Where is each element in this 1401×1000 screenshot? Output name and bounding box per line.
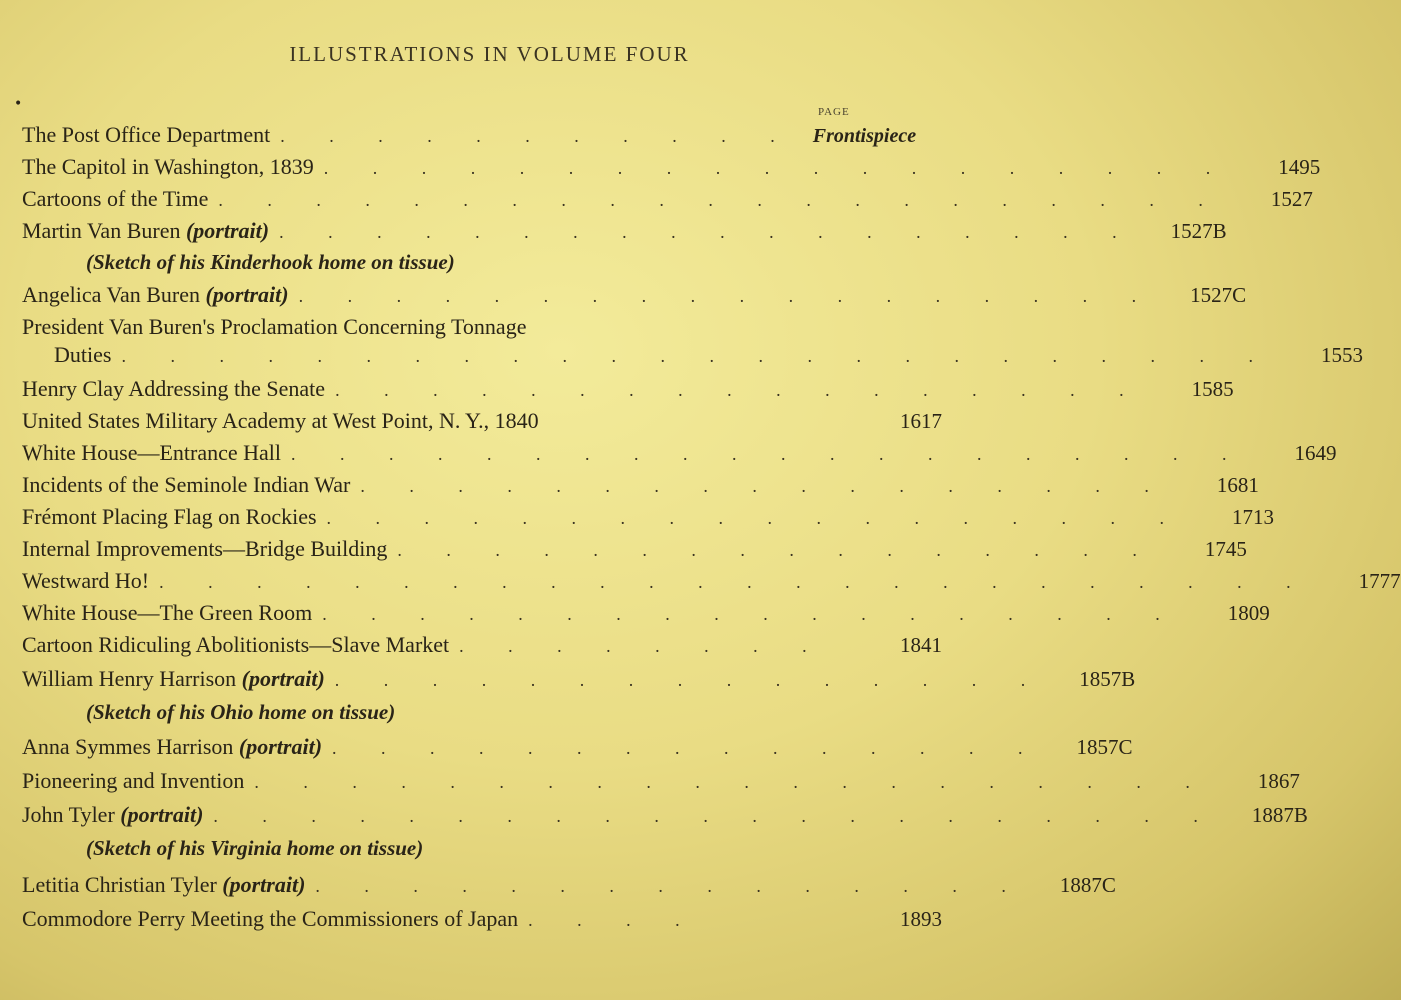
list-item bbox=[22, 218, 1227, 250]
list-item bbox=[22, 472, 1259, 504]
list-item bbox=[22, 906, 942, 938]
leader-dots: . . . . . . . . . . . . . . . . . . . . . . . . bbox=[159, 572, 1311, 592]
list-item bbox=[22, 154, 1321, 186]
entry-page: 1527B bbox=[1170, 219, 1227, 243]
list-item bbox=[22, 632, 942, 664]
entry-title: White House—Entrance Hall bbox=[22, 440, 282, 465]
leader-dots: . . . . . . . . . . . . . . . . . . bbox=[298, 286, 1157, 306]
entry-page: 1745 bbox=[1204, 537, 1247, 561]
entry-tag: (portrait) bbox=[120, 802, 204, 827]
entry-page: 1809 bbox=[1227, 601, 1270, 625]
entry-page: 1585 bbox=[1191, 377, 1234, 401]
entry-page: 1887B bbox=[1251, 803, 1308, 827]
leader-dots: . . . . . . . . . . . . . . . . . bbox=[360, 476, 1169, 496]
list-item bbox=[22, 122, 942, 154]
entry-page: 1841 bbox=[900, 633, 942, 657]
entry-title: The Post Office Department bbox=[22, 122, 271, 147]
frontispiece-label: Frontispiece bbox=[812, 125, 917, 147]
leader-dots: . . . . . . . . . . . . . . . . . . bbox=[326, 508, 1185, 528]
list-item bbox=[22, 282, 1247, 314]
list-item bbox=[22, 536, 1247, 568]
entry-page: 1553 bbox=[1320, 343, 1363, 367]
list-item bbox=[22, 186, 1313, 218]
leader-dots: . . . . . . . . . . . . . . . bbox=[332, 738, 1043, 758]
leader-dots: . . . . . . . . . . . . . . . . . . bbox=[322, 604, 1180, 624]
page-column-label: PAGE bbox=[818, 106, 850, 118]
leader-dots: . . . . . . . . . . . . . . . . bbox=[397, 540, 1157, 560]
entry-tag: (portrait) bbox=[205, 282, 289, 307]
entry-title: Anna Symmes Harrison bbox=[22, 734, 234, 759]
entry-page: 1857C bbox=[1076, 735, 1133, 759]
entry-page: 1777 bbox=[1358, 569, 1401, 593]
entry-title: Pioneering and Invention bbox=[22, 768, 245, 793]
entry-note: (Sketch of his Virginia home on tissue) bbox=[86, 836, 424, 860]
entry-title: The Capitol in Washington, 1839 bbox=[22, 154, 314, 179]
entry-page: 1617 bbox=[900, 409, 942, 433]
entry-title: Martin Van Buren bbox=[22, 218, 181, 243]
entry-tag: (portrait) bbox=[222, 872, 306, 897]
entry-title: Frémont Placing Flag on Rockies bbox=[22, 504, 317, 529]
entry-title: United States Military Academy at West Point, N. Y., 1840 bbox=[22, 408, 539, 433]
entry-title: Incidents of the Seminole Indian War bbox=[22, 472, 351, 497]
leader-dots: . . . . . . . . . . . . . . . bbox=[315, 876, 1026, 896]
page-heading: ILLUSTRATIONS IN VOLUME FOUR bbox=[289, 42, 690, 66]
list-item bbox=[22, 872, 1116, 904]
leader-dots: . . . . . . . . bbox=[459, 636, 827, 656]
entry-title: John Tyler bbox=[22, 802, 115, 827]
entry-page: 1527 bbox=[1270, 187, 1313, 211]
list-item bbox=[22, 408, 942, 440]
leader-dots: . . . . . . . . . . . . . . . bbox=[334, 670, 1046, 690]
entry-title: President Van Buren's Proclamation Concerning Tonnage bbox=[22, 314, 527, 339]
entry-title: Internal Improvements—Bridge Building bbox=[22, 536, 388, 561]
list-item bbox=[22, 440, 1337, 472]
leader-dots: . . . . . . . . . . . bbox=[280, 126, 795, 146]
leader-dots: . . . . bbox=[528, 910, 700, 930]
entry-title: Henry Clay Addressing the Senate bbox=[22, 376, 326, 401]
entry-page: 1893 bbox=[900, 907, 942, 931]
leader-dots: . . . . . . . . . . . . . . . . . . . . . . . . bbox=[121, 346, 1273, 366]
list-item bbox=[22, 802, 1308, 834]
entry-title: Commodore Perry Meeting the Commissioners of Japan bbox=[22, 906, 519, 931]
leader-dots: . . . . . . . . . . . . . . . . . . . . . bbox=[218, 190, 1223, 210]
entry-page: 1527C bbox=[1190, 283, 1247, 307]
entry-page: 1681 bbox=[1216, 473, 1259, 497]
list-item bbox=[22, 600, 1270, 632]
leader-dots: . . . . . . . . . . . . . . . . . . bbox=[279, 222, 1137, 242]
list-item bbox=[22, 666, 1136, 698]
leader-dots: . . . . . . . . . . . . . . . . . bbox=[335, 380, 1144, 400]
entry-note: (Sketch of his Ohio home on tissue) bbox=[86, 700, 396, 724]
list-item bbox=[54, 342, 1363, 374]
list-item bbox=[22, 734, 1133, 766]
list-item bbox=[22, 568, 1401, 600]
entry-title: Cartoons of the Time bbox=[22, 186, 209, 211]
entry-title: Cartoon Ridiculing Abolitionists—Slave Market bbox=[22, 632, 450, 657]
list-item bbox=[22, 504, 1275, 536]
entry-page: 1857B bbox=[1079, 667, 1136, 691]
entry-tag: (portrait) bbox=[241, 666, 325, 691]
entry-title: Letitia Christian Tyler bbox=[22, 872, 217, 897]
entry-page: 1713 bbox=[1232, 505, 1275, 529]
entry-title: White House—The Green Room bbox=[22, 600, 313, 625]
leader-dots: . . . . . . . . . . . . . . . . . . . . bbox=[291, 444, 1247, 464]
entry-title: William Henry Harrison bbox=[22, 666, 237, 691]
entry-page: 1887C bbox=[1059, 873, 1116, 897]
entry-page: 1867 bbox=[1257, 769, 1300, 793]
list-item bbox=[22, 376, 1234, 408]
leader-dots: . . . . . . . . . . . . . . . . . . . . . bbox=[213, 806, 1218, 826]
leader-dots: . . . . . . . . . . . . . . . . . . . . bbox=[254, 772, 1210, 792]
stray-mark: • bbox=[14, 96, 23, 112]
entry-tag: (portrait) bbox=[185, 218, 270, 243]
entry-title: Westward Ho! bbox=[22, 568, 150, 593]
entry-note: (Sketch of his Kinderhook home on tissue) bbox=[86, 250, 455, 274]
list-item bbox=[22, 768, 1300, 800]
entry-page: 1495 bbox=[1278, 155, 1321, 179]
entry-page: 1649 bbox=[1294, 441, 1337, 465]
leader-dots: . . . . . . . . . . . . . . . . . . . bbox=[323, 158, 1231, 178]
entry-title: Angelica Van Buren bbox=[22, 282, 200, 307]
entry-tag: (portrait) bbox=[238, 734, 323, 759]
entry-title: Duties bbox=[54, 342, 112, 367]
